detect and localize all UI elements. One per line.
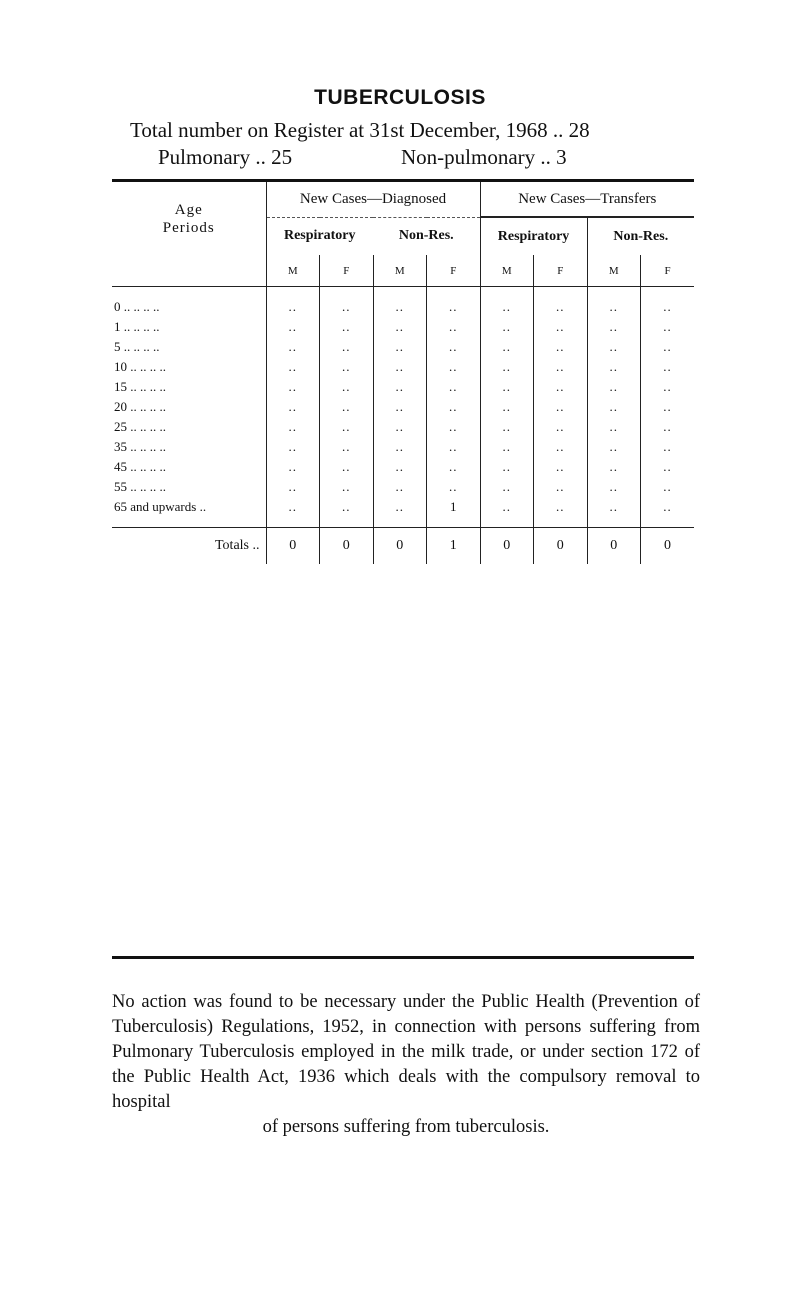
value-cell: .. [480,397,534,417]
value-cell: .. [534,297,588,317]
value-cell: .. [373,397,427,417]
value-cell: .. [534,457,588,477]
table-row [112,497,694,517]
table-row [112,337,694,357]
value-cell: .. [427,337,481,357]
value-cell: .. [641,317,695,337]
value-cell: .. [480,377,534,397]
age-periods-header [112,182,266,255]
value-cell: .. [641,297,695,317]
col-header-f: F [641,255,695,287]
total-cell: 0 [480,528,534,565]
value-cell: .. [534,337,588,357]
value-cell: .. [373,377,427,397]
value-cell: .. [641,397,695,417]
table-bottom-rule [112,956,694,959]
value-cell: .. [587,457,641,477]
value-cell: .. [480,437,534,457]
value-cell: .. [641,457,695,477]
value-cell: .. [266,457,320,477]
value-cell: .. [373,477,427,497]
table-row [112,477,694,497]
value-cell: .. [266,477,320,497]
value-cell: .. [480,497,534,517]
value-cell: .. [320,397,374,417]
value-cell: .. [587,437,641,457]
value-cell: .. [373,337,427,357]
totals-label: Totals .. [112,528,266,565]
table-body [112,297,694,517]
value-cell: .. [534,397,588,417]
age-period-cell: 1 .. .. .. .. [114,319,160,334]
age-period-cell: 10 .. .. .. .. [114,359,166,374]
age-period-cell: 20 .. .. .. .. [114,399,166,414]
col-header-f: F [320,255,374,287]
value-cell: .. [587,297,641,317]
value-cell: .. [373,437,427,457]
age-header-label: Age [174,201,203,218]
value-cell: .. [373,297,427,317]
value-cell: .. [641,417,695,437]
value-cell: 1 [427,497,481,517]
value-cell: .. [266,417,320,437]
totals-row [112,528,694,565]
col-header-m: M [587,255,641,287]
age-period-cell: 55 .. .. .. .. [114,479,166,494]
value-cell: .. [320,477,374,497]
value-cell: .. [427,397,481,417]
value-cell: .. [534,417,588,437]
value-cell: .. [534,477,588,497]
value-cell: .. [427,297,481,317]
age-period-cell: 0 .. .. .. .. [114,299,160,314]
value-cell: .. [480,417,534,437]
value-cell: .. [266,397,320,417]
total-cell: 0 [587,528,641,565]
value-cell: .. [587,397,641,417]
value-cell: .. [534,377,588,397]
value-cell: .. [587,377,641,397]
value-cell: .. [320,457,374,477]
value-cell: .. [427,317,481,337]
value-cell: .. [480,317,534,337]
value-cell: .. [534,317,588,337]
value-cell: .. [373,497,427,517]
tuberculosis-table [112,182,694,564]
value-cell: .. [266,377,320,397]
value-cell: .. [320,377,374,397]
regulations-text: No action was found to be necessary under the Public Health (Prevention of Tuberculosis) Regulations, 1952, in connection with persons suffering from Pulmonary Tuberculosis employed in the milk trade, or under section 172 of the Public Health Act, 1936 which deals with the compulsory removal to hospital [112,992,700,1112]
table-row [112,437,694,457]
col-header-m: M [373,255,427,287]
value-cell: .. [641,477,695,497]
table-row [112,297,694,317]
total-cell: 0 [320,528,374,565]
value-cell: .. [587,357,641,377]
page-title: TUBERCULOSIS [314,86,486,109]
regulations-text-last: of persons suffering from tuberculosis. [262,1117,550,1137]
col-header-f: F [534,255,588,287]
value-cell: .. [373,457,427,477]
age-period-cell: 35 .. .. .. .. [114,439,166,454]
group-header-transfers: New Cases—Transfers [480,182,694,217]
value-cell: .. [266,317,320,337]
age-period-cell: 25 .. .. .. .. [114,419,166,434]
age-period-cell: 65 and upwards .. [114,499,207,514]
age-period-cell: 15 .. .. .. .. [114,379,166,394]
value-cell: .. [266,337,320,357]
value-cell: .. [534,357,588,377]
non-pulmonary-count: Non-pulmonary .. 3 [401,145,567,169]
total-cell: 0 [534,528,588,565]
register-breakdown-line [158,145,567,170]
value-cell: .. [427,457,481,477]
value-cell: .. [266,357,320,377]
value-cell: .. [427,357,481,377]
table-row [112,377,694,397]
value-cell: .. [427,477,481,497]
value-cell: .. [587,417,641,437]
total-cell: 0 [266,528,320,565]
total-cell: 0 [373,528,427,565]
value-cell: .. [587,497,641,517]
value-cell: .. [641,497,695,517]
subheader-respiratory-diagnosed: Respiratory [266,217,373,255]
value-cell: .. [587,337,641,357]
table-row [112,417,694,437]
value-cell: .. [266,297,320,317]
value-cell: .. [587,317,641,337]
value-cell: .. [480,337,534,357]
group-header-diagnosed: New Cases—Diagnosed [266,182,480,217]
mf-header-spacer [112,255,266,287]
value-cell: .. [320,337,374,357]
value-cell: .. [320,497,374,517]
value-cell: .. [373,417,427,437]
value-cell: .. [427,437,481,457]
col-header-m: M [480,255,534,287]
value-cell: .. [320,417,374,437]
value-cell: .. [641,357,695,377]
table-row [112,317,694,337]
table-row [112,397,694,417]
value-cell: .. [373,357,427,377]
register-total-line: Total number on Register at 31st December, 1968 .. 28 [130,118,590,142]
value-cell: .. [480,357,534,377]
value-cell: .. [534,437,588,457]
value-cell: .. [266,437,320,457]
regulations-paragraph [112,990,700,1140]
age-period-cell: 5 .. .. .. .. [114,339,160,354]
value-cell: .. [427,377,481,397]
value-cell: .. [480,297,534,317]
value-cell: .. [427,417,481,437]
table-row [112,357,694,377]
table-row [112,457,694,477]
age-period-cell: 45 .. .. .. .. [114,459,166,474]
value-cell: .. [320,317,374,337]
col-header-f: F [427,255,481,287]
value-cell: .. [373,317,427,337]
subheader-nonres-diagnosed: Non-Res. [398,228,454,244]
total-cell: 1 [427,528,481,565]
subheader-nonres-transfers: Non-Res. [587,217,694,255]
subheader-respiratory-transfers: Respiratory [480,217,587,255]
value-cell: .. [641,337,695,357]
value-cell: .. [480,477,534,497]
value-cell: .. [320,437,374,457]
periods-header-label: Periods [162,219,215,236]
value-cell: .. [266,497,320,517]
value-cell: .. [480,457,534,477]
value-cell: .. [641,437,695,457]
total-cell: 0 [641,528,695,565]
value-cell: .. [320,297,374,317]
pulmonary-count: Pulmonary .. 25 [158,145,293,169]
value-cell: .. [534,497,588,517]
value-cell: .. [587,477,641,497]
value-cell: .. [641,377,695,397]
col-header-m: M [266,255,320,287]
value-cell: .. [320,357,374,377]
